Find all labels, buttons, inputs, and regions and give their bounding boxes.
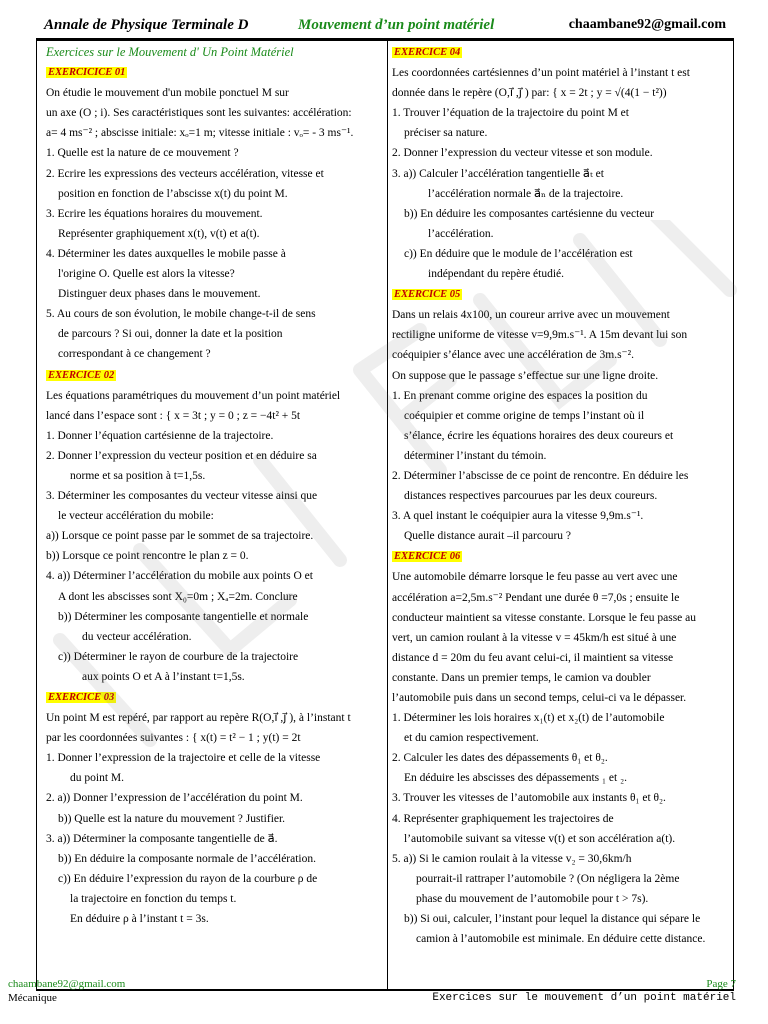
text-line: donnée dans le repère (O,i⃗ ,j⃗ ) par: { x = 2t ; y = √(4(1 − t²)) [392, 87, 667, 100]
text-line: Une automobile démarre lorsque le feu passe au vert avec une [392, 571, 678, 584]
exercise-heading [392, 546, 728, 567]
text-line: le vecteur accélération du mobile: [58, 510, 214, 523]
text-line: position en fonction de l’abscisse x(t) du point M. [58, 187, 288, 200]
text-line: b)) Quelle est la nature du mouvement ? Justifier. [58, 812, 286, 825]
text-line: déterminer l’instant du témoin. [404, 449, 547, 462]
text-line: norme et sa position à t=1,5s. [70, 469, 206, 482]
text-line: phase du mouvement de l’automobile pour t > 7s). [416, 892, 649, 905]
text-line: 4. Représenter graphiquement les trajectoires de [392, 812, 614, 825]
text-line: du point M. [70, 772, 124, 785]
text-line: s’élance, écrire les équations horaires des deux coureurs et [404, 429, 674, 442]
text-line: 2. Déterminer l’abscisse de ce point de rencontre. En déduire les [392, 469, 689, 482]
text-line: 1. Donner l’expression de la trajectoire et celle de la vitesse [46, 752, 321, 765]
text-line: l'origine O. Quelle est alors la vitesse? [58, 268, 235, 281]
text-line: a= 4 ms⁻² ; abscisse initiale: xₒ=1 m; vitesse initiale : vₒ= - 3 ms⁻¹. [46, 127, 354, 140]
text-line: 3. Ecrire les équations horaires du mouvement. [46, 207, 263, 220]
text-line: 4. Déterminer les dates auxquelles le mobile passe à [46, 247, 286, 260]
text-line: conducteur maintient sa vitesse constante. Lorsque le feu passe au [392, 611, 697, 624]
footer-subject: Mécanique [8, 992, 57, 1004]
text-line: l’accélération. [428, 227, 494, 240]
text-line: b)) En déduire les composantes cartésienne du vecteur [404, 207, 655, 220]
text-line: préciser sa nature. [404, 127, 488, 140]
text-line: du vecteur accélération. [82, 630, 192, 643]
text-line: 1. Quelle est la nature de ce mouvement ? [46, 147, 239, 160]
right-column [392, 42, 728, 949]
text-line: 5. a)) Si le camion roulait à la vitesse v₂ = 30,6km/h [392, 852, 632, 865]
footer-email: chaambane92@gmail.com [8, 978, 126, 990]
exercise-label: EXERCICE 04 [394, 47, 461, 58]
text-line: 1. Trouver l’équation de la trajectoire du point M et [392, 107, 629, 120]
text-line: Dans un relais 4x100, un coureur arrive avec un mouvement [392, 309, 670, 322]
text-line: Distinguer deux phases dans le mouvement. [58, 288, 261, 301]
text-line: 3. Déterminer les composantes du vecteur vitesse ainsi que [46, 490, 318, 503]
text-line: En déduire ρ à l’instant t = 3s. [70, 913, 209, 926]
text-line: la trajectoire en fonction du temps t. [70, 892, 237, 905]
text-line: b)) Déterminer les composante tangentielle et normale [58, 610, 309, 623]
text-line: accélération a=2,5m.s⁻² Pendant une durée θ =7,0s ; ensuite le [392, 591, 680, 604]
text-line: indépendant du repère étudié. [428, 268, 565, 281]
text-line: 4. a)) Déterminer l’accélération du mobile aux points O et [46, 570, 313, 583]
text-line: On étudie le mouvement d'un mobile ponctuel M sur [46, 87, 289, 100]
text-line: rectiligne uniforme de vitesse v=9,9m.s⁻¹. A 15m devant lui son [392, 329, 688, 342]
exercise-label: EXERCICE 06 [394, 551, 461, 563]
text-line: 2. a)) Donner l’expression de l’accélération du point M. [46, 792, 303, 805]
text-line: On suppose que le passage s’effectue sur une ligne droite. [392, 369, 659, 382]
footer-page-number: Page 7 [706, 978, 736, 990]
exercise-heading [46, 365, 382, 386]
header-email: chaambane92@gmail.com [568, 17, 726, 32]
text-line: distances respectives parcourues par les deux coureurs. [404, 490, 658, 503]
text-line: b)) En déduire la composante normale de l’accélération. [58, 852, 316, 865]
exercise-heading [392, 284, 728, 305]
text-line: pourrait-il rattraper l’automobile ? (On négligera la 2ème [416, 872, 680, 885]
text-line: a)) Lorsque ce point passe par le sommet de sa trajectoire. [46, 530, 314, 543]
exercise-heading [392, 42, 728, 63]
text-line: 5. Au cours de son évolution, le mobile change-t-il de sens [46, 308, 316, 321]
text-line: c)) Déterminer le rayon de courbure de la trajectoire [58, 650, 299, 663]
text-line: par les coordonnées suivantes : { x(t) = t² − 1 ; y(t) = 2t [46, 732, 301, 745]
text-line: c)) En déduire l’expression du rayon de la courbure ρ de [58, 872, 318, 885]
document-page [36, 14, 734, 990]
text-line: 2. Calculer les dates des dépassements θ₁ et θ₂. [392, 752, 608, 765]
page-header [36, 14, 734, 40]
text-line: c)) En déduire que le module de l’accélération est [404, 247, 633, 260]
text-line: lancé dans l’espace sont : { x = 3t ; y = 0 ; z = −4t² + 5t [46, 409, 301, 422]
text-line: Les équations paramétriques du mouvement d’un point matériel [46, 389, 341, 402]
exercise-label: EXERCICE 05 [394, 289, 461, 301]
text-line: 1. Déterminer les lois horaires x₁(t) et x₂(t) de l’automobile [392, 712, 665, 725]
text-line: 3. a)) Déterminer la composante tangentielle de a⃗. [46, 832, 278, 845]
text-line: 1. En prenant comme origine des espaces la position du [392, 389, 648, 402]
text-line: Un point M est repéré, par rapport au repère R(O,i⃗ ,j⃗ ), à l’instant t [46, 712, 351, 725]
text-line: b)) Si oui, calculer, l’instant pour lequel la distance qui sépare le [404, 913, 701, 926]
text-line: aux points O et A à l’instant t=1,5s. [82, 670, 245, 683]
footer-divider [36, 990, 734, 991]
text-line: 3. a)) Calculer l’accélération tangentielle a⃗ₜ et [392, 167, 604, 180]
text-line: l’accélération normale a⃗ₙ de la trajectoire. [428, 187, 624, 200]
text-line: et du camion respectivement. [404, 732, 539, 745]
text-line: A dont les abscisses sont X₀=0m ; Xₐ=2m. Conclure [58, 590, 298, 603]
text-line: correspondant à ce changement ? [58, 348, 211, 361]
text-line: Les coordonnées cartésiennes d’un point matériel à l’instant t est [392, 67, 690, 80]
text-line: b)) Lorsque ce point rencontre le plan z = 0. [46, 550, 249, 563]
text-line: distance d = 20m du feu avant celui-ci, il maintient sa vitesse [392, 651, 674, 664]
left-column [46, 42, 382, 929]
exercise-label: EXERCICE 02 [48, 369, 115, 381]
text-line: vert, un camion roulant à la vitesse v = 45km/h est situé à une [392, 631, 677, 644]
exercise-label: EXERCICICE 01 [48, 67, 126, 79]
text-line: 1. Donner l’équation cartésienne de la trajectoire. [46, 429, 274, 442]
text-line: 3. A quel instant le coéquipier aura la vitesse 9,9m.s⁻¹. [392, 510, 644, 523]
text-line: 2. Donner l’expression du vecteur vitesse et son module. [392, 147, 653, 160]
text-line: constante. Dans un premier temps, le camion va doubler [392, 671, 651, 684]
text-line: 2. Ecrire les expressions des vecteurs accélération, vitesse et [46, 167, 324, 180]
text-line: Représenter graphiquement x(t), v(t) et a(t). [58, 227, 260, 240]
text-line: En déduire les abscisses des dépassements ₁ et ₂. [404, 772, 627, 785]
text-line: 2. Donner l’expression du vecteur position et en déduire sa [46, 449, 317, 462]
header-chapter-title: Mouvement d’un point matériel [298, 17, 495, 33]
text-line: Quelle distance aurait –il parcouru ? [404, 530, 571, 543]
text-line: un axe (O ; i). Ses caractéristiques sont les suivantes: accélération: [46, 107, 352, 120]
text-line: l’automobile suivant sa vitesse v(t) et son accélération a(t). [404, 832, 676, 845]
exercise-heading [46, 687, 382, 708]
text-line: coéquipier s’élance avec une accélération de 3m.s⁻². [392, 349, 634, 362]
exercise-heading [46, 62, 382, 83]
section-title: Exercices sur le Mouvement d' Un Point Matériel [46, 45, 294, 59]
text-line: de parcours ? Si oui, donner la date et la position [58, 328, 283, 341]
footer-chapter: Exercices sur le mouvement d’un point matériel [432, 992, 736, 1004]
text-line: 3. Trouver les vitesses de l’automobile aux instants θ₁ et θ₂. [392, 792, 666, 805]
text-line: coéquipier et comme origine de temps l’instant où il [404, 409, 645, 422]
column-divider [387, 40, 388, 990]
exercise-label: EXERCICE 03 [48, 692, 115, 703]
header-course-title: Annale de Physique Terminale D [44, 17, 249, 33]
text-line: camion à l’automobile est minimale. En déduire cette distance. [416, 933, 706, 946]
text-line: l’automobile puis dans un second temps, celui-ci va le dépasser. [392, 692, 687, 704]
